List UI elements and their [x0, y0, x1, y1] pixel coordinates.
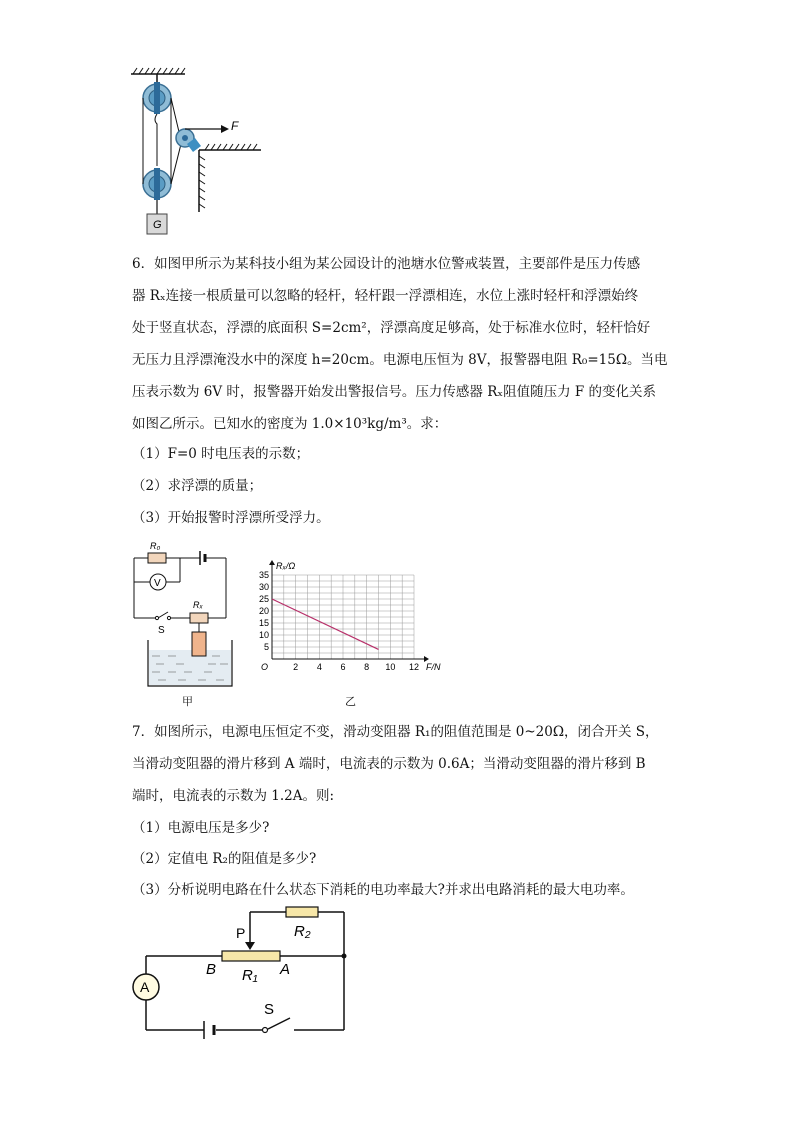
- force-label: F: [231, 119, 239, 133]
- q6-line-1: 6．如图甲所示为某科技小组为某公园设计的池塘水位警戒装置，主要部件是压力传感: [132, 256, 641, 272]
- voltmeter-label: V: [154, 578, 161, 589]
- series-line: [272, 599, 379, 649]
- q6-line-6: 如图乙所示。已知水的密度为 1.0×10³kg/m³。求：: [132, 416, 448, 432]
- a-label: A: [280, 961, 291, 978]
- x-tick-label: 2: [293, 662, 299, 672]
- q7-line-2: 当滑动变阻器的滑片移到 A 端时，电流表的示数为 0.6A；当滑动变阻器的滑片移到 B: [132, 756, 646, 772]
- y-tick-label: 15: [258, 618, 269, 628]
- y-axis-label: Rₓ/Ω: [276, 561, 296, 571]
- p-label: P: [236, 925, 246, 941]
- r2-label: R₂: [294, 923, 311, 940]
- origin-label: O: [260, 662, 268, 672]
- q6-sub-3: （3）开始报警时浮漂所受浮力。: [132, 510, 330, 526]
- float: [192, 632, 206, 656]
- q6-sub-2: （2）求浮漂的质量；: [132, 478, 263, 494]
- rx-resistor: [190, 613, 208, 623]
- caption-jia: 甲: [182, 695, 193, 708]
- x-tick-label: 4: [316, 662, 322, 672]
- caption-yi: 乙: [345, 695, 356, 708]
- slider-arrow-icon: [245, 942, 255, 950]
- circuit-q7: [128, 902, 358, 1047]
- y-tick-label: 20: [258, 606, 269, 616]
- q7-sub-1: （1）电源电压是多少?: [132, 820, 270, 836]
- y-tick-label: 35: [258, 570, 269, 580]
- q6-line-5: 压表示数为 6V 时，报警器开始发出警报信号。压力传感器 Rₓ阻值随压力 F 的变化关系: [132, 384, 657, 400]
- r0-label: R₀: [150, 541, 161, 551]
- chart-yi: [250, 560, 450, 680]
- rx-label: Rₓ: [193, 600, 203, 610]
- y-tick-label: 10: [258, 630, 269, 640]
- switch-label-q7: S: [264, 1001, 275, 1018]
- q7-line-1: 7．如图所示，电源电压恒定不变，滑动变阻器 R₁的阻值范围是 0~20Ω，闭合开关 S，: [132, 724, 659, 740]
- q7-line-3: 端时，电流表的示数为 1.2A。则:: [132, 788, 335, 804]
- y-tick-label: 30: [258, 582, 269, 592]
- pulley-figure: [125, 62, 275, 242]
- r1-resistor: [222, 951, 280, 961]
- circuit-jia: [128, 540, 238, 690]
- q6-line-2: 器 Rₓ连接一根质量可以忽略的轻杆，轻杆跟一浮漂相连，水位上涨时轻杆和浮漂始终: [132, 288, 639, 304]
- force-arrow-icon: [221, 125, 229, 133]
- x-tick-label: 10: [385, 662, 396, 672]
- q7-sub-2: （2）定值电 R₂的阻值是多少?: [132, 851, 317, 867]
- r1-label: R₁: [242, 967, 258, 984]
- y-axis-arrow-icon: [269, 560, 275, 565]
- q6-sub-1: （1）F=0 时电压表的示数；: [132, 446, 310, 462]
- x-tick-label: 12: [408, 662, 420, 672]
- q7-sub-3: （3）分析说明电路在什么状态下消耗的电功率最大?并求出电路消耗的最大电功率。: [132, 882, 634, 898]
- q6-line-3: 处于竖直状态，浮漂的底面积 S=2cm²，浮漂高度足够高，处于标准水位时，轻杆恰好: [132, 320, 651, 336]
- x-tick-label: 6: [340, 662, 346, 672]
- y-tick-label: 25: [258, 594, 269, 604]
- r2-resistor: [286, 907, 318, 917]
- y-tick-label: 5: [263, 642, 269, 652]
- q6-line-4: 无压力且浮漂淹没水中的深度 h=20cm。电源电压恒为 8V，报警器电阻 R₀=15Ω。当电: [132, 352, 668, 368]
- weight-label: G: [153, 219, 162, 231]
- x-tick-label: 8: [364, 662, 370, 672]
- ammeter-label: A: [140, 979, 150, 995]
- b-label: B: [206, 961, 217, 978]
- switch-label: S: [158, 625, 165, 636]
- r0-resistor: [148, 553, 166, 563]
- x-axis-label: F/N: [426, 662, 441, 672]
